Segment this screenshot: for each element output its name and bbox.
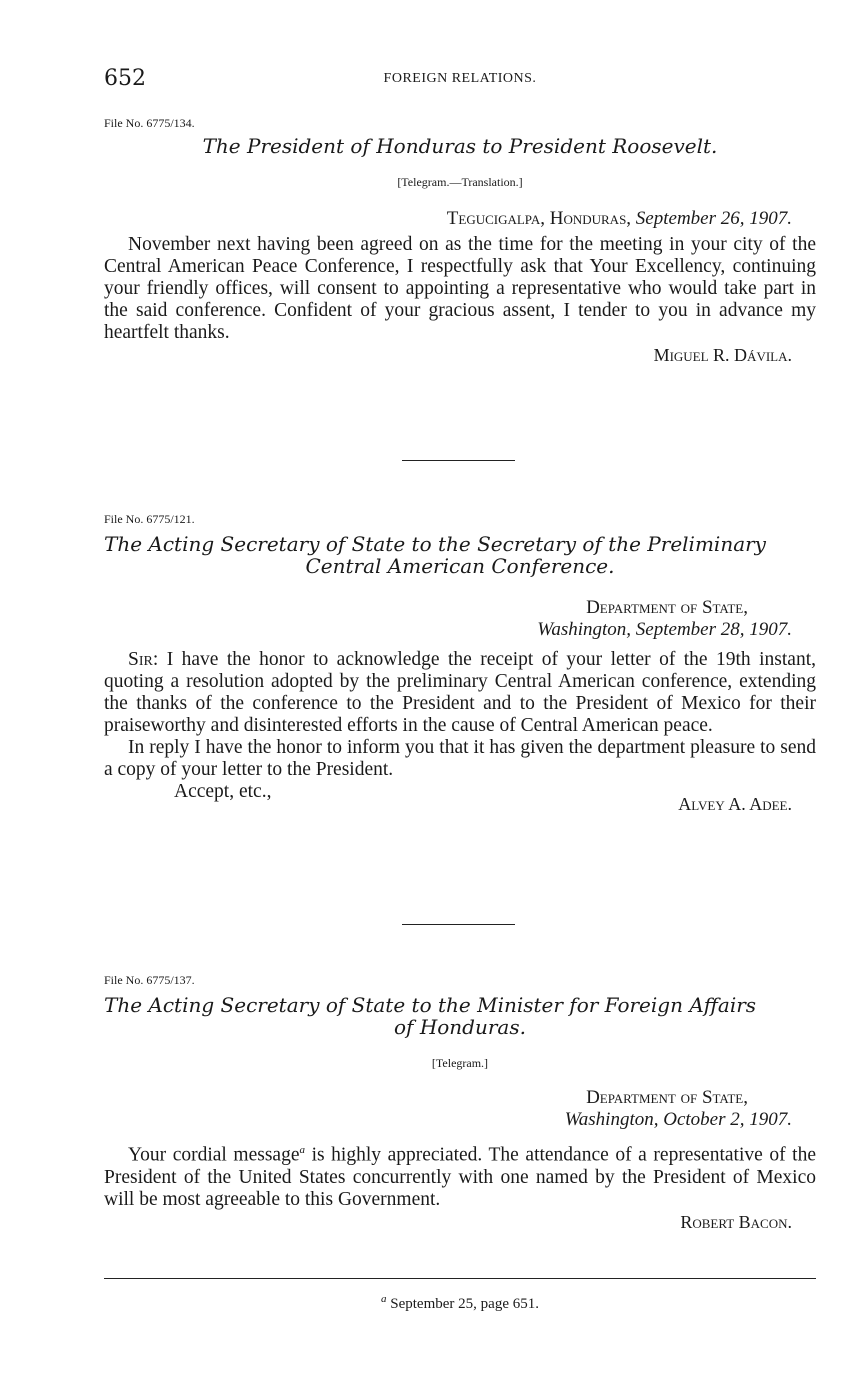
footnote-marker: a xyxy=(299,1144,305,1156)
document-1 xyxy=(104,116,816,366)
document-3 xyxy=(104,973,816,1233)
body-paragraph xyxy=(104,1139,816,1211)
file-number: File No. 6775/121. xyxy=(104,512,195,526)
dateline-date: Washington, September 28, 1907. xyxy=(537,619,792,640)
dateline-place-text: Department of State, xyxy=(586,1087,748,1108)
document-title-line-1: The Acting Secretary of State to the Secretary of the Preliminary xyxy=(104,532,766,556)
dateline xyxy=(104,208,816,230)
footnote-marker: a xyxy=(381,1293,387,1305)
signature: Robert Bacon. xyxy=(680,1211,792,1232)
document-title: The President of Honduras to President Roosevelt. xyxy=(202,134,718,158)
footnote-rule xyxy=(104,1278,816,1279)
document-title-line-2: of Honduras. xyxy=(394,1015,526,1039)
section-divider xyxy=(402,460,515,461)
running-head: FOREIGN RELATIONS. xyxy=(383,71,537,86)
document-subtitle: [Telegram.] xyxy=(431,1056,489,1070)
document-title-line-2: Central American Conference. xyxy=(305,554,615,578)
document-2 xyxy=(104,512,816,815)
body-paragraph-text: I have the honor to acknowledge the receipt of your letter of the 19th instant, quoting a resolution adopted by the preliminary Central American conference, extending the thanks of the conference to the President and to the President of Mexico for their praiseworthy and disinterested efforts in the cause of Central American peace. xyxy=(104,649,816,736)
closing: Accept, etc., xyxy=(174,781,272,802)
file-number: File No. 6775/137. xyxy=(104,973,195,987)
dateline-place xyxy=(104,597,816,619)
page-number: 652 xyxy=(104,66,146,91)
dateline-place-text: Department of State, xyxy=(586,597,748,618)
dateline-place xyxy=(104,1087,816,1109)
salutation: Sir: xyxy=(128,649,159,670)
file-number: File No. 6775/134. xyxy=(104,116,195,130)
signature: Alvey A. Adee. xyxy=(678,794,792,814)
document-title-line-1: The Acting Secretary of State to the Minister for Foreign Affairs xyxy=(104,993,757,1017)
body-paragraph: In reply I have the honor to inform you that it has given the department pleasure to send a copy of your letter to the President. xyxy=(104,737,816,780)
signature: Miguel R. Dávila. xyxy=(653,345,792,365)
dateline-date: Washington, October 2, 1907. xyxy=(564,1109,792,1130)
page-header xyxy=(104,66,816,96)
body-paragraph-start: Your cordial message xyxy=(128,1144,300,1166)
footnote-text: September 25, page 651. xyxy=(386,1296,539,1312)
body-paragraph xyxy=(104,649,816,737)
document-subtitle: [Telegram.—Translation.] xyxy=(397,175,523,189)
body-paragraph-rest: is highly appreciated. The attendance of a representative of the President of the United States concurrently with one named by the President of Mexico will be most agreeable to this Government. xyxy=(104,1144,816,1210)
section-divider xyxy=(402,924,515,925)
body-paragraph: November next having been agreed on as the time for the meeting in your city of the Central American Peace Conference, I respectfully ask that Your Excellency, continuing your friendly offices, will consent to appointing a representative who would take part in the said conference. Confident of your gracious assent, I tender to you in advance my heartfelt thanks. xyxy=(104,234,816,343)
dateline-place: Tegucigalpa, Honduras, xyxy=(446,208,632,229)
dateline-date: September 26, 1907. xyxy=(635,208,792,229)
footnote xyxy=(104,1293,816,1313)
